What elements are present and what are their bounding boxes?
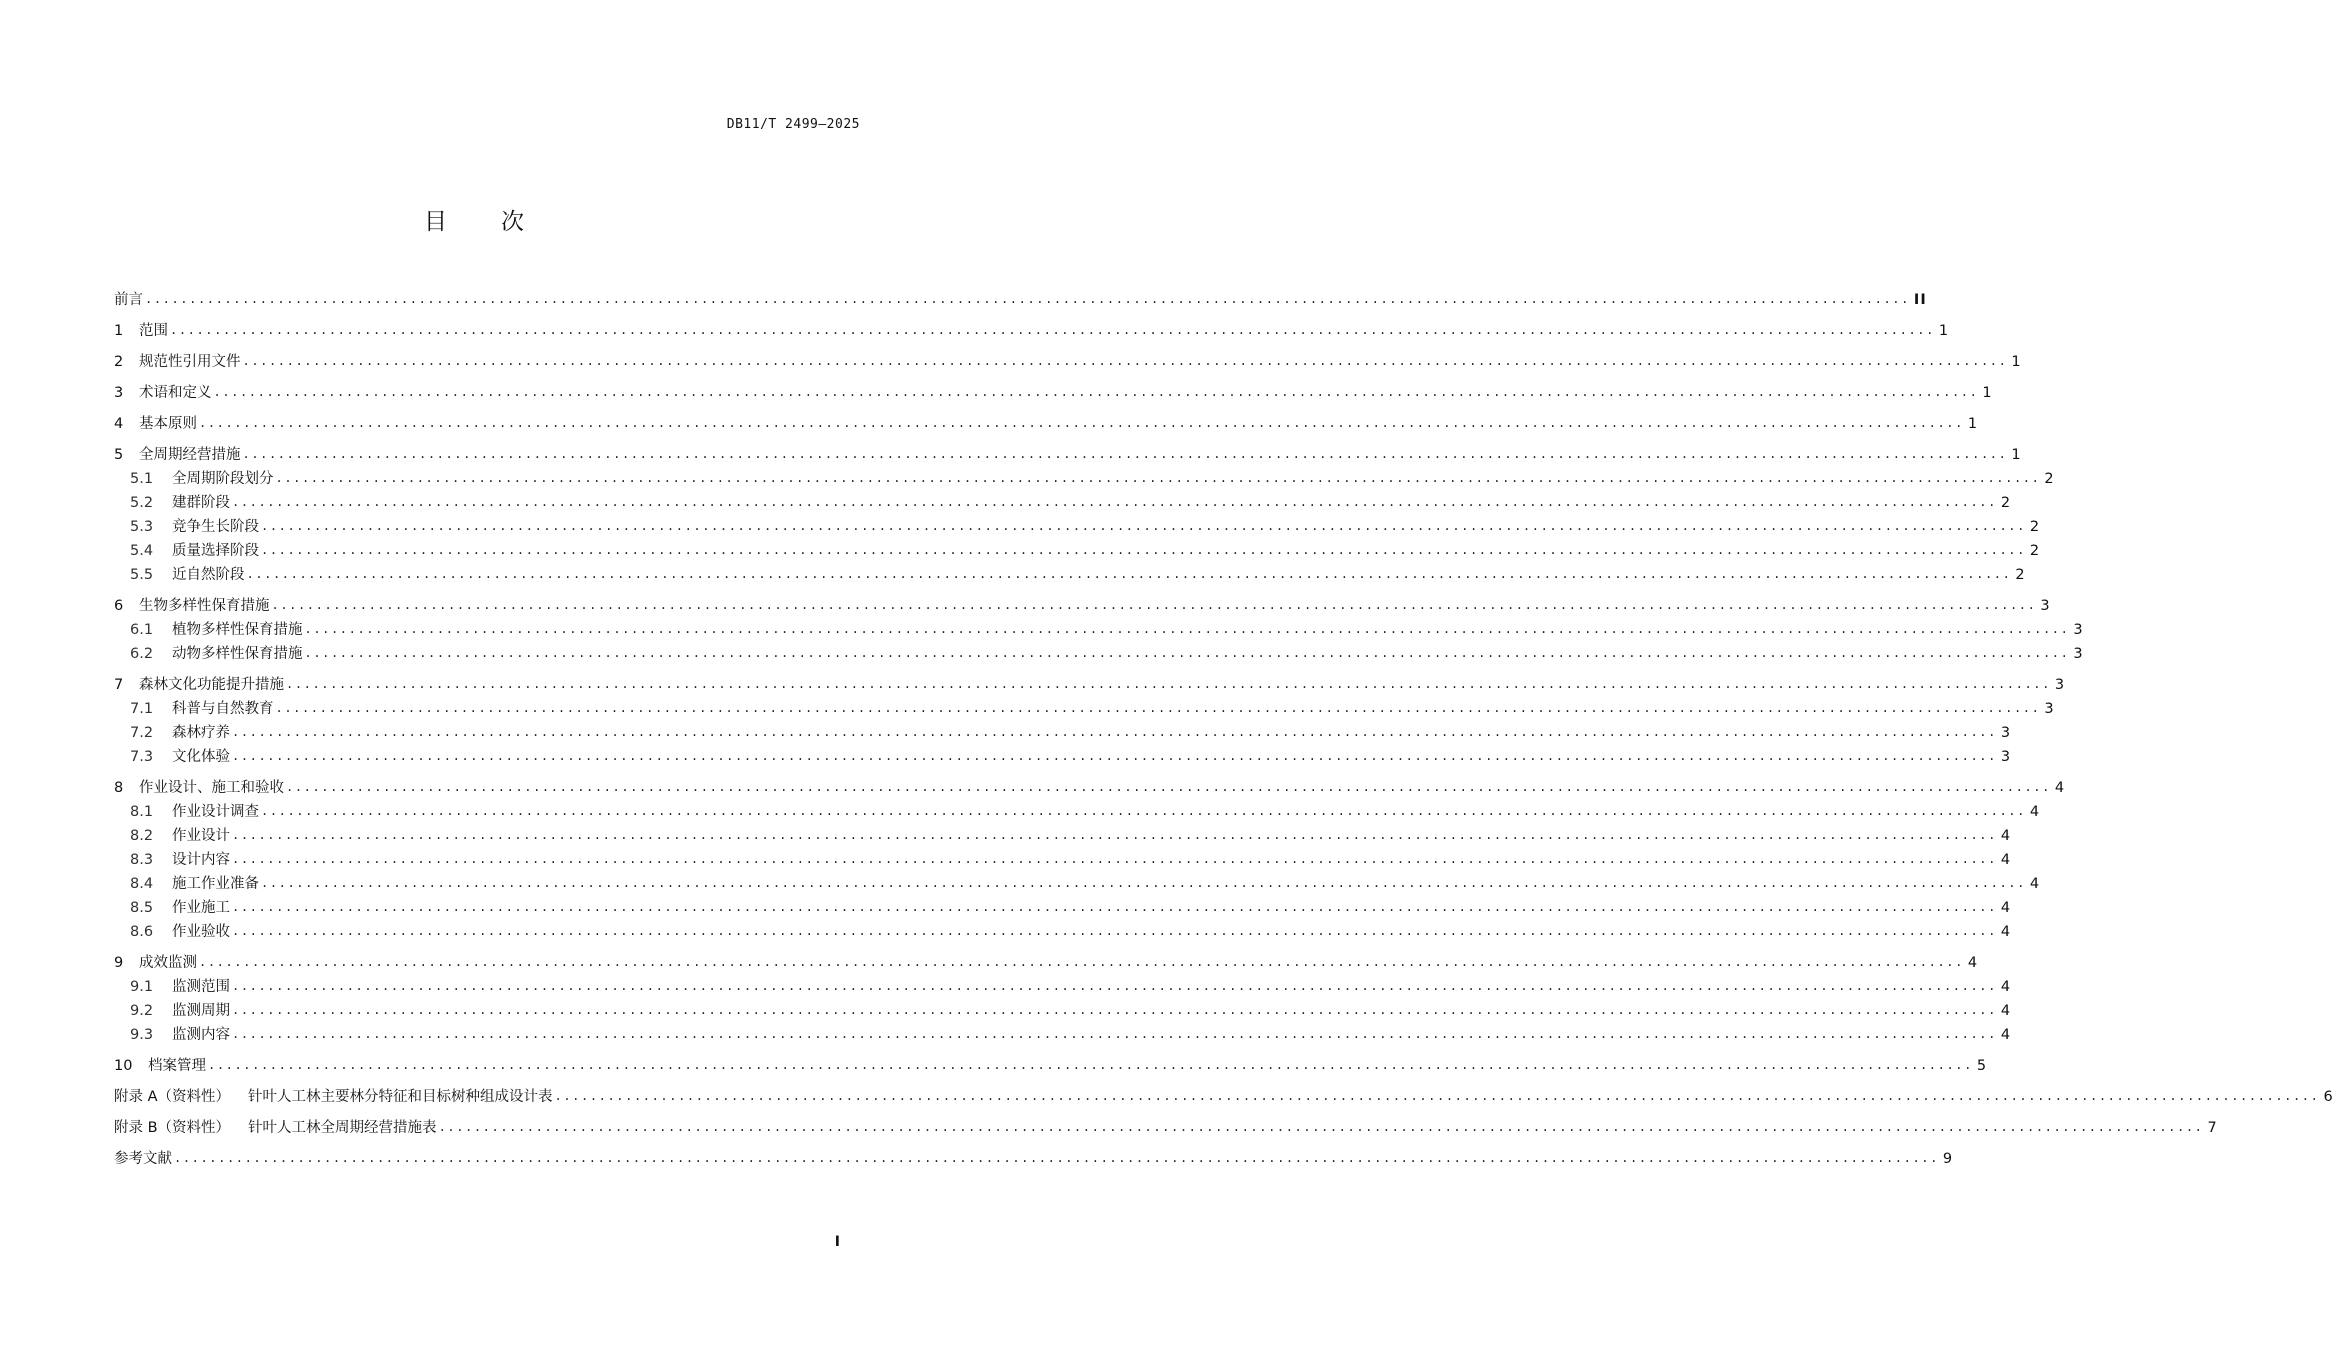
toc-entry-label: [114, 1085, 553, 1109]
toc-entry-page: 3: [2054, 677, 2065, 693]
toc-entry-number: 6: [114, 598, 124, 614]
toc-entry-page: 2: [2015, 567, 2025, 583]
table-of-contents: [114, 288, 2333, 1171]
toc-entry[interactable]: [114, 515, 2040, 539]
toc-entry[interactable]: [114, 920, 2011, 944]
toc-entry-number: 8.4: [130, 876, 154, 892]
toc-entry-title: 动物多样性保育措施: [172, 646, 303, 662]
toc-entry[interactable]: [114, 1085, 2333, 1109]
toc-leader-dots: ........................................................................................................................................................................................................: [286, 677, 2051, 691]
toc-entry-label: [172, 975, 230, 999]
toc-entry-label: [172, 618, 303, 642]
toc-leader-dots: ........................................................................................................................................................................................................: [232, 1027, 1997, 1041]
toc-entry-page: 1: [1982, 385, 1992, 401]
toc-leader-dots: ........................................................................................................................................................................................................: [232, 852, 1997, 866]
toc-entry-number: 8.5: [130, 900, 154, 916]
toc-leader-dots: ........................................................................................................................................................................................................: [232, 1003, 1997, 1017]
toc-leader-dots: ........................................................................................................................................................................................................: [232, 900, 1997, 914]
toc-entry[interactable]: [114, 673, 2065, 697]
toc-entry-title: 全周期经营措施: [139, 447, 241, 463]
toc-entry-page: 4: [2000, 1027, 2011, 1043]
toc-entry-page: 1: [2011, 354, 2021, 370]
toc-entry-number: 9.3: [130, 1027, 154, 1043]
toc-leader-dots: ........................................................................................................................................................................................................: [286, 780, 2051, 794]
toc-entry[interactable]: [114, 721, 2011, 745]
toc-leader-dots: ........................................................................................................................................................................................................: [232, 828, 1997, 842]
toc-entry-page: 3: [2044, 701, 2054, 717]
toc-entry-page: 2: [2044, 471, 2054, 487]
toc-entry-page: 4: [2000, 852, 2011, 868]
toc-entry-label: [172, 800, 259, 824]
toc-entry-title: 近自然阶段: [172, 567, 245, 583]
toc-entry-title: 作业验收: [172, 924, 230, 940]
toc-entry[interactable]: [114, 896, 2011, 920]
toc-entry-label: [172, 1023, 230, 1047]
toc-leader-dots: ........................................................................................................................................................................................................: [232, 725, 1997, 739]
toc-entry-page: 2: [2000, 495, 2011, 511]
toc-entry[interactable]: [114, 951, 1978, 975]
toc-entry-page: 3: [2000, 749, 2011, 765]
toc-entry-number: 7: [114, 677, 124, 693]
toc-entry-page: 5: [1976, 1058, 1987, 1074]
toc-entry-title: 术语和定义: [139, 385, 212, 401]
toc-leader-dots: ........................................................................................................................................................................................................: [554, 1089, 2320, 1103]
toc-entry-page: 4: [2000, 979, 2011, 995]
toc-entry[interactable]: [114, 539, 2040, 563]
toc-entry-title: 文化体验: [172, 749, 230, 765]
toc-entry-number: 9: [114, 955, 124, 971]
toc-entry[interactable]: [114, 697, 2054, 721]
toc-entry-label: [139, 443, 241, 467]
toc-entry-label: [172, 848, 230, 872]
toc-leader-dots: ........................................................................................................................................................................................................: [208, 1058, 1973, 1072]
toc-entry-page: 4: [2000, 900, 2011, 916]
toc-entry-label: [139, 776, 284, 800]
toc-entry-page: 4: [1967, 955, 1978, 971]
toc-entry-number: 6.2: [130, 646, 154, 662]
toc-entry-number: 8.3: [130, 852, 154, 868]
toc-entry-page: 4: [2054, 780, 2065, 796]
toc-entry-label: [114, 288, 143, 312]
toc-entry[interactable]: [114, 467, 2054, 491]
title-part-1: 目: [424, 209, 449, 235]
toc-entry-page: 4: [2000, 924, 2011, 940]
toc-leader-dots: ........................................................................................................................................................................................................: [170, 323, 1935, 337]
toc-entry-label: [148, 1054, 206, 1078]
toc-entry-label: [172, 697, 274, 721]
toc-entry-title: 竞争生长阶段: [172, 519, 259, 535]
toc-entry-title: 监测内容: [172, 1027, 230, 1043]
toc-entry-title: 建群阶段: [172, 495, 230, 511]
toc-entry-number: 1: [114, 323, 124, 339]
toc-leader-dots: ........................................................................................................................................................................................................: [261, 543, 2026, 557]
toc-entry[interactable]: [114, 800, 2040, 824]
toc-entry-page: 2: [2029, 519, 2040, 535]
toc-entry-number: 8: [114, 780, 124, 796]
toc-entry-title: 作业设计调查: [172, 804, 259, 820]
toc-leader-dots: ........................................................................................................................................................................................................: [271, 598, 2037, 612]
toc-entry-label: [172, 824, 230, 848]
toc-entry-label: [172, 642, 303, 666]
toc-entry[interactable]: [114, 848, 2011, 872]
toc-entry-page: 4: [2000, 1003, 2011, 1019]
toc-leader-dots: ........................................................................................................................................................................................................: [213, 385, 1979, 399]
toc-leader-dots: ........................................................................................................................................................................................................: [275, 471, 2041, 485]
toc-entry-title: 前言: [114, 292, 143, 308]
toc-entry-title: 监测周期: [172, 1003, 230, 1019]
toc-entry[interactable]: [114, 563, 2025, 587]
toc-entry-label: [172, 515, 259, 539]
toc-entry-page: II: [1913, 292, 1927, 308]
toc-leader-dots: ........................................................................................................................................................................................................: [232, 495, 1997, 509]
toc-entry[interactable]: [114, 288, 1927, 312]
toc-leader-dots: ........................................................................................................................................................................................................: [304, 646, 2070, 660]
document-code: DB11/T 2499—2025: [726, 117, 860, 132]
toc-entry-title: 全周期阶段划分: [172, 471, 274, 487]
toc-entry[interactable]: [114, 412, 1978, 436]
toc-leader-dots: ........................................................................................................................................................................................................: [261, 519, 2026, 533]
toc-entry-number: 5.2: [130, 495, 154, 511]
toc-leader-dots: ........................................................................................................................................................................................................: [261, 804, 2026, 818]
toc-entry-title: 档案管理: [148, 1058, 206, 1074]
toc-entry-number: 5.1: [130, 471, 154, 487]
toc-entry-label: [139, 381, 212, 405]
page-title: [0, 203, 950, 236]
toc-entry[interactable]: [114, 999, 2011, 1023]
toc-entry[interactable]: [114, 443, 2021, 467]
toc-entry[interactable]: [114, 1116, 2217, 1140]
toc-entry-title: 质量选择阶段: [172, 543, 259, 559]
toc-leader-dots: ........................................................................................................................................................................................................: [174, 1151, 1939, 1165]
toc-entry-title: 参考文献: [114, 1151, 172, 1167]
toc-entry-page: 3: [2073, 622, 2083, 638]
toc-entry-label: [172, 467, 274, 491]
toc-entry-label: [114, 1147, 172, 1171]
toc-entry-page: 3: [2073, 646, 2083, 662]
toc-entry[interactable]: [114, 745, 2011, 769]
toc-entry-label: [139, 412, 197, 436]
toc-entry-label: [172, 491, 230, 515]
toc-entry-subtitle: 针叶人工林主要林分特征和目标树种组成设计表: [248, 1089, 553, 1105]
toc-entry-number: 9.1: [130, 979, 154, 995]
toc-entry-number: 5.5: [130, 567, 154, 583]
toc-entry[interactable]: [114, 824, 2011, 848]
toc-entry-page: 3: [2040, 598, 2050, 614]
toc-entry-title: 森林疗养: [172, 725, 230, 741]
toc-entry[interactable]: [114, 975, 2011, 999]
toc-entry-title: 成效监测: [139, 955, 197, 971]
toc-leader-dots: ........................................................................................................................................................................................................: [242, 447, 2008, 461]
toc-leader-dots: ........................................................................................................................................................................................................: [261, 876, 2026, 890]
toc-entry[interactable]: [114, 1023, 2011, 1047]
toc-leader-dots: ........................................................................................................................................................................................................: [232, 979, 1997, 993]
toc-entry-page: 2: [2029, 543, 2040, 559]
toc-entry-page: 9: [1942, 1151, 1953, 1167]
toc-entry-label: [172, 539, 259, 563]
toc-entry-page: 3: [2000, 725, 2011, 741]
toc-leader-dots: ........................................................................................................................................................................................................: [246, 567, 2012, 581]
toc-entry-title: 科普与自然教育: [172, 701, 274, 717]
toc-leader-dots: ........................................................................................................................................................................................................: [232, 924, 1997, 938]
toc-entry-page: 4: [2029, 876, 2040, 892]
toc-leader-dots: ........................................................................................................................................................................................................: [304, 622, 2070, 636]
toc-entry-label: [172, 745, 230, 769]
toc-entry-label: [172, 563, 245, 587]
toc-entry-page: 1: [2011, 447, 2021, 463]
toc-entry-number: 6.1: [130, 622, 154, 638]
toc-entry-page: 7: [2207, 1120, 2217, 1136]
toc-entry-title: 施工作业准备: [172, 876, 259, 892]
toc-entry-title: 范围: [139, 323, 168, 339]
toc-entry[interactable]: [114, 319, 1949, 343]
toc-entry-page: 1: [1967, 416, 1978, 432]
toc-entry-label: [139, 350, 241, 374]
title-part-2: 次: [501, 209, 526, 235]
toc-leader-dots: ........................................................................................................................................................................................................: [438, 1120, 2204, 1134]
toc-entry[interactable]: [114, 642, 2083, 666]
toc-leader-dots: ........................................................................................................................................................................................................: [145, 292, 1910, 306]
toc-entry-number: 7.1: [130, 701, 154, 717]
toc-entry-label: [139, 673, 284, 697]
toc-entry-page: 4: [2029, 804, 2040, 820]
toc-leader-dots: ........................................................................................................................................................................................................: [232, 749, 1997, 763]
toc-entry-number: 9.2: [130, 1003, 154, 1019]
toc-entry-label: [139, 319, 168, 343]
toc-entry[interactable]: [114, 491, 2011, 515]
toc-entry-label: [139, 594, 270, 618]
toc-entry-label: [172, 896, 230, 920]
toc-entry-number: 4: [114, 416, 124, 432]
toc-entry-number: 5: [114, 447, 124, 463]
toc-entry-title: 作业施工: [172, 900, 230, 916]
toc-entry[interactable]: [114, 1147, 1953, 1171]
toc-entry-title: 森林文化功能提升措施: [139, 677, 284, 693]
toc-entry-page: 1: [1938, 323, 1949, 339]
toc-entry-number: 7.2: [130, 725, 154, 741]
toc-entry-label: [172, 999, 230, 1023]
toc-entry-page: 4: [2000, 828, 2011, 844]
toc-entry-number: 5.4: [130, 543, 154, 559]
toc-entry[interactable]: [114, 381, 1992, 405]
toc-entry[interactable]: [114, 594, 2050, 618]
toc-entry-number: 7.3: [130, 749, 154, 765]
toc-entry-label: [172, 872, 259, 896]
footer-page-number: I: [834, 1234, 840, 1250]
toc-leader-dots: ........................................................................................................................................................................................................: [275, 701, 2041, 715]
toc-entry-title: 附录 A（资料性）: [114, 1089, 231, 1105]
toc-entry-title: 作业设计: [172, 828, 230, 844]
toc-entry[interactable]: [114, 350, 2021, 374]
toc-entry-title: 规范性引用文件: [139, 354, 241, 370]
toc-entry-label: [172, 721, 230, 745]
toc-leader-dots: ........................................................................................................................................................................................................: [199, 955, 1964, 969]
toc-entry-number: 8.6: [130, 924, 154, 940]
toc-leader-dots: ........................................................................................................................................................................................................: [199, 416, 1964, 430]
toc-entry-number: 2: [114, 354, 124, 370]
toc-entry-page: 6: [2323, 1089, 2333, 1105]
toc-entry-number: 3: [114, 385, 124, 401]
toc-entry-label: [172, 920, 230, 944]
toc-leader-dots: ........................................................................................................................................................................................................: [242, 354, 2008, 368]
toc-entry-title: 基本原则: [139, 416, 197, 432]
toc-entry[interactable]: [114, 776, 2065, 800]
toc-entry-title: 作业设计、施工和验收: [139, 780, 284, 796]
toc-entry-title: 生物多样性保育措施: [139, 598, 270, 614]
toc-entry-subtitle: 针叶人工林全周期经营措施表: [248, 1120, 437, 1136]
toc-entry[interactable]: [114, 618, 2083, 642]
toc-entry-number: 10: [114, 1058, 133, 1074]
toc-entry[interactable]: [114, 1054, 1987, 1078]
toc-entry-title: 设计内容: [172, 852, 230, 868]
toc-entry-label: [114, 1116, 437, 1140]
toc-entry-title: 监测范围: [172, 979, 230, 995]
toc-entry[interactable]: [114, 872, 2040, 896]
toc-entry-label: [139, 951, 197, 975]
toc-entry-number: 8.1: [130, 804, 154, 820]
toc-entry-title: 附录 B（资料性）: [114, 1120, 231, 1136]
toc-entry-title: 植物多样性保育措施: [172, 622, 303, 638]
toc-entry-number: 8.2: [130, 828, 154, 844]
toc-entry-number: 5.3: [130, 519, 154, 535]
